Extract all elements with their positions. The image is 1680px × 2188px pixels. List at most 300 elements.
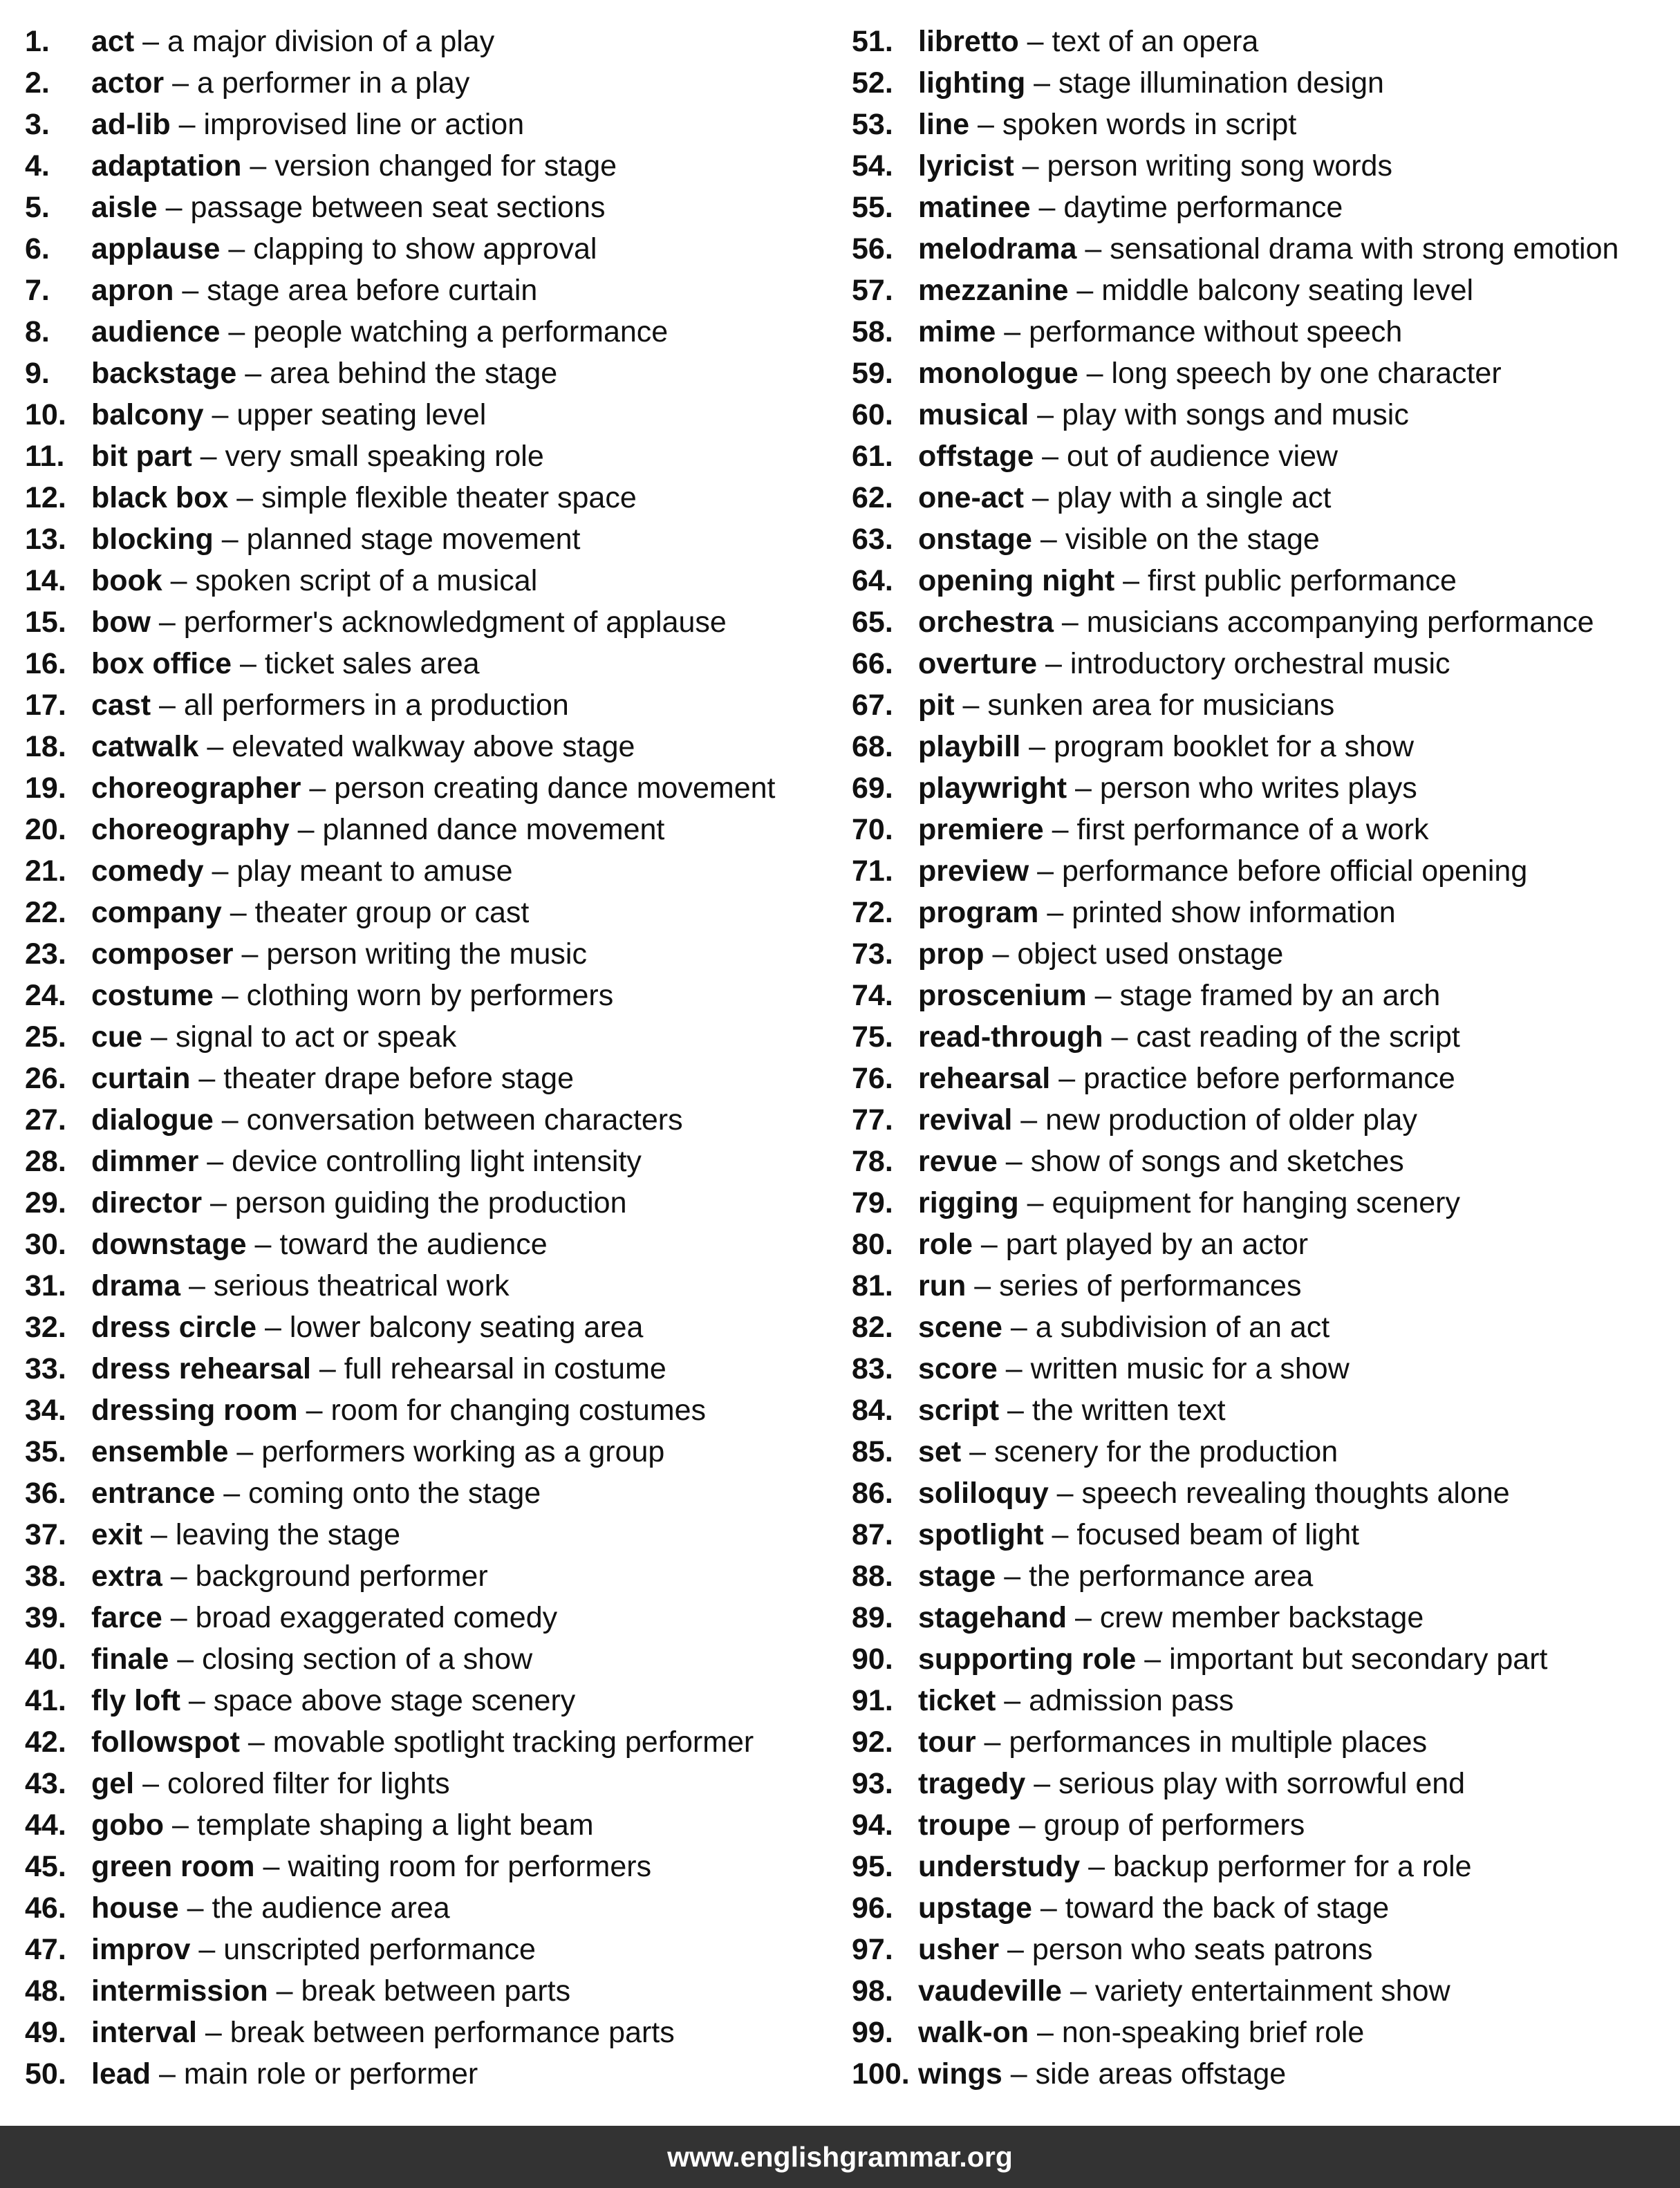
entry-separator: – — [162, 1601, 196, 1634]
glossary-entry — [25, 21, 841, 62]
glossary-entry — [25, 1846, 841, 1887]
entry-number: 35. — [25, 1435, 66, 1468]
entry-term: extra — [91, 1560, 162, 1593]
glossary-entry — [25, 477, 841, 518]
entry-number: 29. — [25, 1186, 66, 1219]
glossary-entry — [852, 767, 1668, 809]
entry-number: 34. — [25, 1394, 66, 1427]
entry-definition: focused beam of light — [1076, 1518, 1360, 1551]
entry-term: dress circle — [91, 1311, 257, 1344]
entry-separator: – — [1018, 1186, 1052, 1219]
entry-number: 46. — [25, 1891, 66, 1925]
entry-separator: – — [178, 1891, 212, 1925]
entry-definition: stage area before curtain — [207, 274, 538, 307]
entry-number: 97. — [852, 1933, 893, 1966]
glossary-entry — [25, 270, 841, 311]
glossary-entry — [852, 62, 1668, 104]
entry-separator: – — [1010, 1808, 1044, 1842]
entry-number: 58. — [852, 315, 893, 348]
entry-separator: – — [1020, 730, 1054, 763]
glossary-entry — [25, 1887, 841, 1929]
entry-term: tragedy — [918, 1767, 1026, 1800]
entry-separator: – — [203, 854, 237, 888]
entry-term: interval — [91, 2016, 197, 2049]
entry-separator: – — [164, 1808, 197, 1842]
entry-separator: – — [1067, 1601, 1100, 1634]
glossary-entry — [852, 1887, 1668, 1929]
entry-separator: – — [162, 1560, 196, 1593]
glossary-entry — [852, 1141, 1668, 1182]
glossary-entry — [25, 1555, 841, 1597]
entry-definition: object used onstage — [1017, 937, 1284, 971]
entry-number: 26. — [25, 1062, 66, 1095]
entry-separator: – — [999, 1394, 1032, 1427]
entry-term: pit — [918, 689, 955, 722]
entry-term: mezzanine — [918, 274, 1069, 307]
entry-definition: clapping to show approval — [253, 232, 597, 265]
entry-number: 92. — [852, 1726, 893, 1759]
glossary-entry — [852, 477, 1668, 518]
entry-term: fly loft — [91, 1684, 180, 1717]
entry-separator: – — [1136, 1643, 1170, 1676]
entry-number: 76. — [852, 1062, 893, 1095]
entry-term: line — [918, 108, 970, 141]
entry-term: orchestra — [918, 606, 1054, 639]
entry-term: bow — [91, 606, 151, 639]
glossary-column-right — [852, 21, 1668, 2095]
entry-number: 24. — [25, 979, 66, 1012]
entry-separator: – — [213, 979, 247, 1012]
entry-term: walk-on — [918, 2016, 1029, 2049]
entry-term: lyricist — [918, 149, 1014, 183]
glossary-entry — [852, 1555, 1668, 1597]
entry-term: program — [918, 896, 1039, 929]
entry-number: 77. — [852, 1103, 893, 1137]
entry-number: 40. — [25, 1643, 66, 1676]
glossary-entry — [25, 1141, 841, 1182]
glossary-entry — [852, 311, 1668, 353]
entry-term: ticket — [918, 1684, 996, 1717]
entry-number: 19. — [25, 772, 66, 805]
entry-separator: – — [1034, 440, 1067, 473]
glossary-entry — [25, 1721, 841, 1763]
entry-term: offstage — [918, 440, 1034, 473]
entry-number: 61. — [852, 440, 893, 473]
glossary-entry — [852, 643, 1668, 684]
entry-definition: performers working as a group — [261, 1435, 665, 1468]
entry-definition: movable spotlight tracking performer — [272, 1726, 754, 1759]
entry-number: 50. — [25, 2057, 66, 2091]
entry-number: 36. — [25, 1477, 66, 1510]
entry-definition: lower balcony seating area — [289, 1311, 644, 1344]
entry-definition: people watching a performance — [253, 315, 669, 348]
entry-definition: introductory orchestral music — [1070, 647, 1450, 680]
entry-number: 22. — [25, 896, 66, 929]
entry-definition: upper seating level — [236, 398, 487, 431]
entry-number: 89. — [852, 1601, 893, 1634]
glossary-entry — [25, 1804, 841, 1846]
entry-definition: device controlling light intensity — [232, 1145, 642, 1178]
glossary-entry — [25, 1597, 841, 1638]
entry-term: dress rehearsal — [91, 1352, 311, 1385]
glossary-entry — [25, 2053, 841, 2095]
entry-separator: – — [1030, 191, 1064, 224]
glossary-entry — [852, 1348, 1668, 1390]
entry-number: 99. — [852, 2016, 893, 2049]
entry-number: 32. — [25, 1311, 66, 1344]
entry-separator: – — [996, 315, 1029, 348]
entry-definition: colored filter for lights — [167, 1767, 450, 1800]
entry-number: 88. — [852, 1560, 893, 1593]
entry-separator: – — [198, 730, 232, 763]
entry-number: 59. — [852, 357, 893, 390]
entry-separator: – — [170, 108, 204, 141]
glossary-entry — [852, 1182, 1668, 1224]
glossary-entry — [852, 436, 1668, 477]
glossary-entry — [852, 1597, 1668, 1638]
glossary-entry — [852, 601, 1668, 643]
entry-separator: – — [1078, 357, 1112, 390]
entry-number: 54. — [852, 149, 893, 183]
entry-separator: – — [1080, 1850, 1113, 1883]
entry-definition: scenery for the production — [993, 1435, 1338, 1468]
entry-number: 51. — [852, 25, 893, 58]
entry-separator: – — [180, 1269, 214, 1302]
entry-term: lead — [91, 2057, 151, 2091]
entry-definition: ticket sales area — [264, 647, 480, 680]
entry-definition: person writing the music — [266, 937, 587, 971]
entry-separator: – — [134, 1767, 167, 1800]
entry-term: drama — [91, 1269, 181, 1302]
entry-term: set — [918, 1435, 962, 1468]
entry-separator: – — [196, 2016, 230, 2049]
glossary-entry — [852, 228, 1668, 270]
entry-definition: backup performer for a role — [1112, 1850, 1472, 1883]
entry-separator: – — [142, 1518, 176, 1551]
entry-number: 37. — [25, 1518, 66, 1551]
entry-term: role — [918, 1228, 973, 1261]
entry-definition: sensational drama with strong emotion — [1110, 232, 1619, 265]
entry-term: apron — [91, 274, 174, 307]
glossary-entry — [25, 1390, 841, 1431]
entry-separator: – — [966, 1269, 1000, 1302]
entry-separator: – — [268, 1974, 301, 2008]
entry-definition: cast reading of the script — [1136, 1020, 1460, 1054]
entry-definition: person who seats patrons — [1032, 1933, 1373, 1966]
entry-number: 7. — [25, 274, 50, 307]
entry-term: troupe — [918, 1808, 1011, 1842]
glossary-entry — [25, 767, 841, 809]
entry-definition: broad exaggerated comedy — [195, 1601, 558, 1634]
entry-number: 23. — [25, 937, 66, 971]
entry-definition: the written text — [1032, 1394, 1226, 1427]
glossary-entry — [852, 1929, 1668, 1970]
entry-separator: – — [203, 398, 237, 431]
entry-separator: – — [999, 1933, 1032, 1966]
glossary-entry — [25, 145, 841, 187]
glossary-entry — [852, 726, 1668, 767]
entry-separator: – — [232, 647, 265, 680]
entry-definition: show of songs and sketches — [1030, 1145, 1404, 1178]
entry-separator: – — [1037, 647, 1070, 680]
entry-term: director — [91, 1186, 203, 1219]
entry-definition: break between performance parts — [230, 2016, 675, 2049]
entry-definition: practice before performance — [1083, 1062, 1455, 1095]
entry-number: 28. — [25, 1145, 66, 1178]
glossary-entry — [852, 933, 1668, 975]
entry-separator: – — [190, 1062, 224, 1095]
entry-number: 38. — [25, 1560, 66, 1593]
entry-separator: – — [1103, 1020, 1137, 1054]
entry-separator: – — [233, 937, 267, 971]
entry-term: farce — [91, 1601, 162, 1634]
glossary-entry — [25, 1431, 841, 1472]
entry-separator: – — [221, 896, 255, 929]
entry-number: 75. — [852, 1020, 893, 1054]
entry-definition: group of performers — [1043, 1808, 1305, 1842]
entry-number: 9. — [25, 357, 50, 390]
entry-number: 62. — [852, 481, 893, 514]
entry-term: backstage — [91, 357, 237, 390]
entry-number: 21. — [25, 854, 66, 888]
entry-number: 45. — [25, 1850, 66, 1883]
entry-number: 41. — [25, 1684, 66, 1717]
entry-term: melodrama — [918, 232, 1077, 265]
entry-separator: – — [134, 25, 167, 58]
entry-term: bit part — [91, 440, 192, 473]
entry-definition: room for changing costumes — [330, 1394, 707, 1427]
entry-term: dressing room — [91, 1394, 298, 1427]
entry-definition: performance without speech — [1029, 315, 1403, 348]
entry-term: playbill — [918, 730, 1021, 763]
entry-term: box office — [91, 647, 232, 680]
entry-number: 6. — [25, 232, 50, 265]
entry-term: choreography — [91, 813, 290, 846]
entry-term: audience — [91, 315, 221, 348]
entry-number: 57. — [852, 274, 893, 307]
entry-definition: side areas offstage — [1035, 2057, 1287, 2091]
entry-separator: – — [1032, 523, 1065, 556]
entry-definition: stage framed by an arch — [1119, 979, 1441, 1012]
entry-separator: – — [220, 315, 254, 348]
entry-separator: – — [289, 813, 323, 846]
entry-number: 43. — [25, 1767, 66, 1800]
entry-definition: middle balcony seating level — [1101, 274, 1474, 307]
entry-definition: leaving the stage — [175, 1518, 401, 1551]
entry-separator: – — [1012, 1103, 1046, 1137]
entry-number: 27. — [25, 1103, 66, 1137]
glossary-entry — [25, 933, 841, 975]
entry-number: 10. — [25, 398, 66, 431]
entry-number: 73. — [852, 937, 893, 971]
entry-number: 2. — [25, 66, 50, 100]
entry-number: 33. — [25, 1352, 66, 1385]
entry-definition: program booklet for a show — [1053, 730, 1415, 763]
entry-term: lighting — [918, 66, 1026, 100]
glossary-entry — [852, 560, 1668, 601]
glossary-entry — [852, 1846, 1668, 1887]
entry-separator: – — [954, 689, 988, 722]
footer-bar — [0, 2126, 1680, 2188]
entry-separator: – — [1025, 66, 1059, 100]
glossary-entry — [25, 1472, 841, 1514]
entry-term: dialogue — [91, 1103, 214, 1137]
entry-definition: elevated walkway above stage — [232, 730, 635, 763]
entry-term: entrance — [91, 1477, 216, 1510]
entry-separator: – — [1050, 1062, 1084, 1095]
entry-number: 47. — [25, 1933, 66, 1966]
entry-number: 3. — [25, 108, 50, 141]
glossary-entry — [25, 2012, 841, 2053]
entry-number: 82. — [852, 1311, 893, 1344]
entry-number: 16. — [25, 647, 66, 680]
entry-separator: – — [1038, 896, 1072, 929]
entry-definition: crew member backstage — [1099, 1601, 1424, 1634]
glossary-entry — [852, 353, 1668, 394]
entry-term: dimmer — [91, 1145, 199, 1178]
glossary-entry — [852, 145, 1668, 187]
entry-number: 81. — [852, 1269, 893, 1302]
glossary-entry — [25, 1307, 841, 1348]
entry-number: 71. — [852, 854, 893, 888]
entry-definition: series of performances — [999, 1269, 1302, 1302]
entry-separator: – — [220, 232, 254, 265]
entry-definition: a subdivision of an act — [1035, 1311, 1330, 1344]
entry-separator: – — [228, 1435, 262, 1468]
entry-definition: theater group or cast — [254, 896, 530, 929]
entry-definition: performance before official opening — [1061, 854, 1528, 888]
glossary-entry — [852, 1514, 1668, 1555]
entry-separator: – — [180, 1684, 214, 1717]
entry-term: adaptation — [91, 149, 242, 183]
entry-number: 67. — [852, 689, 893, 722]
entry-separator: – — [1043, 813, 1077, 846]
glossary-entry — [852, 892, 1668, 933]
glossary-entry — [852, 394, 1668, 436]
entry-term: curtain — [91, 1062, 191, 1095]
entry-separator: – — [174, 274, 207, 307]
entry-term: stagehand — [918, 1601, 1067, 1634]
entry-term: stage — [918, 1560, 996, 1593]
glossary-entry — [25, 643, 841, 684]
entry-number: 66. — [852, 647, 893, 680]
entry-term: green room — [91, 1850, 255, 1883]
entry-term: followspot — [91, 1726, 240, 1759]
entry-term: mime — [918, 315, 996, 348]
glossary-entry — [25, 187, 841, 228]
entry-number: 12. — [25, 481, 66, 514]
entry-separator: – — [192, 440, 225, 473]
entry-definition: out of audience view — [1067, 440, 1338, 473]
entry-term: composer — [91, 937, 234, 971]
glossary-entry — [852, 1265, 1668, 1307]
glossary-entry — [852, 1638, 1668, 1680]
glossary-entry — [852, 684, 1668, 726]
glossary-entry — [852, 1058, 1668, 1099]
entry-number: 100. — [852, 2057, 910, 2091]
entry-definition: non-speaking brief role — [1061, 2016, 1365, 2049]
glossary-entry — [852, 104, 1668, 145]
entry-term: usher — [918, 1933, 1000, 1966]
entry-number: 72. — [852, 896, 893, 929]
entry-term: revival — [918, 1103, 1013, 1137]
entry-separator: – — [246, 1228, 280, 1261]
entry-definition: visible on the stage — [1065, 523, 1320, 556]
glossary-entry — [852, 1224, 1668, 1265]
entry-number: 13. — [25, 523, 66, 556]
entry-definition: improvised line or action — [203, 108, 525, 141]
entry-separator: – — [984, 937, 1018, 971]
glossary-entry — [25, 1099, 841, 1141]
entry-definition: spoken script of a musical — [195, 564, 538, 597]
entry-number: 87. — [852, 1518, 893, 1551]
entry-separator: – — [151, 689, 184, 722]
glossary-entry — [25, 1182, 841, 1224]
entry-separator: – — [254, 1850, 288, 1883]
glossary-entry — [852, 1390, 1668, 1431]
entry-definition: admission pass — [1029, 1684, 1234, 1717]
entry-term: opening night — [918, 564, 1115, 597]
glossary-entry — [25, 518, 841, 560]
glossary-entry — [25, 436, 841, 477]
entry-term: one-act — [918, 481, 1024, 514]
entry-definition: part played by an actor — [1005, 1228, 1309, 1261]
glossary-entry — [852, 1016, 1668, 1058]
entry-separator: – — [1014, 149, 1047, 183]
glossary-entry — [852, 1099, 1668, 1141]
entry-definition: performer's acknowledgment of applause — [183, 606, 727, 639]
entry-separator: – — [150, 606, 184, 639]
glossary-entry — [25, 601, 841, 643]
entry-definition: version changed for stage — [274, 149, 617, 183]
entry-number: 85. — [852, 1435, 893, 1468]
glossary-entry — [852, 21, 1668, 62]
entry-term: cast — [91, 689, 151, 722]
entry-separator: – — [213, 1103, 247, 1137]
entry-number: 70. — [852, 813, 893, 846]
entry-separator: – — [1061, 1974, 1095, 2008]
entry-separator: – — [972, 1228, 1006, 1261]
entry-separator: – — [1029, 2016, 1062, 2049]
glossary-entry — [852, 2053, 1668, 2095]
entry-definition: first public performance — [1148, 564, 1457, 597]
entry-separator: – — [202, 1186, 235, 1219]
entry-definition: theater drape before stage — [223, 1062, 574, 1095]
glossary-entry — [25, 1763, 841, 1804]
entry-number: 68. — [852, 730, 893, 763]
entry-definition: break between parts — [301, 1974, 571, 2008]
entry-definition: area behind the stage — [270, 357, 558, 390]
entry-separator: – — [1029, 398, 1062, 431]
entry-separator: – — [151, 2057, 184, 2091]
entry-term: exit — [91, 1518, 143, 1551]
glossary-entry — [25, 1224, 841, 1265]
entry-term: libretto — [918, 25, 1019, 58]
entry-number: 98. — [852, 1974, 893, 2008]
entry-number: 8. — [25, 315, 50, 348]
glossary-entry — [25, 1638, 841, 1680]
entry-definition: text of an opera — [1052, 25, 1259, 58]
entry-separator: – — [228, 481, 262, 514]
entry-number: 95. — [852, 1850, 893, 1883]
entry-term: intermission — [91, 1974, 268, 2008]
entry-separator: – — [1076, 232, 1110, 265]
entry-number: 14. — [25, 564, 66, 597]
entry-separator: – — [1048, 1477, 1082, 1510]
glossary-entry — [852, 1804, 1668, 1846]
entry-separator: – — [297, 1394, 331, 1427]
entry-definition: background performer — [195, 1560, 488, 1593]
